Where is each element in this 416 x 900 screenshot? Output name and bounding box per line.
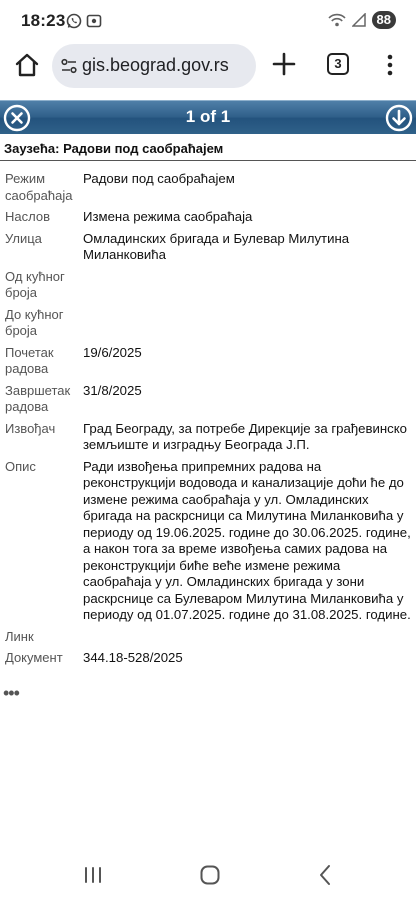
url-text: gis.beograd.gov.rs [82,55,229,75]
row-label: Документ [5,650,63,665]
row-value: Измена режима саобраћаја [83,209,253,224]
row-label: Завршетак радова [5,382,71,414]
table-row [0,206,416,228]
row-value: Град Београду, за потребе Дирекције за грађевинско земљиште и изградњу Београда Ј.П. [83,420,407,452]
status-time: 18:23 [21,11,66,30]
row-value[interactable] [80,629,412,646]
screen-record-icon [86,13,102,29]
row-value [80,269,412,302]
status-right [328,11,396,29]
row-label: Опис [5,458,36,474]
row-value: 344.18-528/2025 [83,650,183,665]
table-row [0,418,416,456]
navigation-bar [0,850,416,900]
tab-switcher-button[interactable]: 3 [327,53,349,75]
table-row [0,304,416,342]
row-label: До кућног броја [5,306,64,338]
signal-icon [352,13,366,27]
row-value [80,307,412,340]
row-label: Режим саобраћаја [5,171,73,203]
table-row [0,647,416,669]
site-settings-icon[interactable] [60,57,78,75]
feature-counter: 1 of 1 [185,107,231,126]
wifi-icon [328,13,346,27]
row-label: Улица [5,230,42,246]
row-value: Омладинских бригада и Булевар Милутина Миланковића [83,230,350,262]
battery-level: 88 [372,11,396,29]
more-menu-icon[interactable] [380,52,400,78]
row-label: Наслов [5,209,50,224]
table-row [0,228,416,266]
table-row [0,266,416,304]
more-actions-button[interactable]: ••• [3,683,19,703]
table-row [0,168,416,206]
back-icon[interactable] [317,864,333,886]
address-bar[interactable] [52,44,256,88]
popup-header [0,100,416,134]
table-row [0,342,416,380]
row-label: Извођач [5,420,56,436]
row-value: Ради извођења припремних радова на реконструкцији водовода и канализације доћи ће до измене режима саобраћаја у ул. Омладинских бригада на раскрсници са Милутина Миланковића у периоду од 19.06.2025. године до 30.06.2025. године, а након тога за време извођења самих радова на реконструкцији биће веће измене режима саобраћаја у ул. Омладинских бригада у зони раскрснице са Булеваром Милутина Миланковића у периоду од 01.07.2025. године до 31.08.2025. године. [83,458,411,622]
popup-title: Заузећа: Радови под саобраћајем [4,141,224,156]
table-row [0,380,416,418]
home-nav-icon[interactable] [199,864,221,886]
whatsapp-icon [66,13,82,29]
attribute-table [0,168,416,669]
row-value: Радови под саобраћајем [83,171,235,186]
row-label: Линк [5,628,34,644]
recent-apps-icon[interactable] [83,866,103,884]
divider [0,160,416,161]
table-row [0,456,416,626]
row-value: 19/6/2025 [83,344,142,360]
row-label: Почетак радова [5,344,54,376]
row-label: Од кућног броја [5,268,65,300]
row-value: 31/8/2025 [83,382,142,398]
new-tab-icon[interactable] [270,50,298,78]
arrow-down-icon[interactable] [385,104,413,132]
home-icon[interactable] [12,50,42,80]
browser-toolbar [0,42,416,94]
table-row [0,626,416,648]
status-bar [0,0,416,42]
